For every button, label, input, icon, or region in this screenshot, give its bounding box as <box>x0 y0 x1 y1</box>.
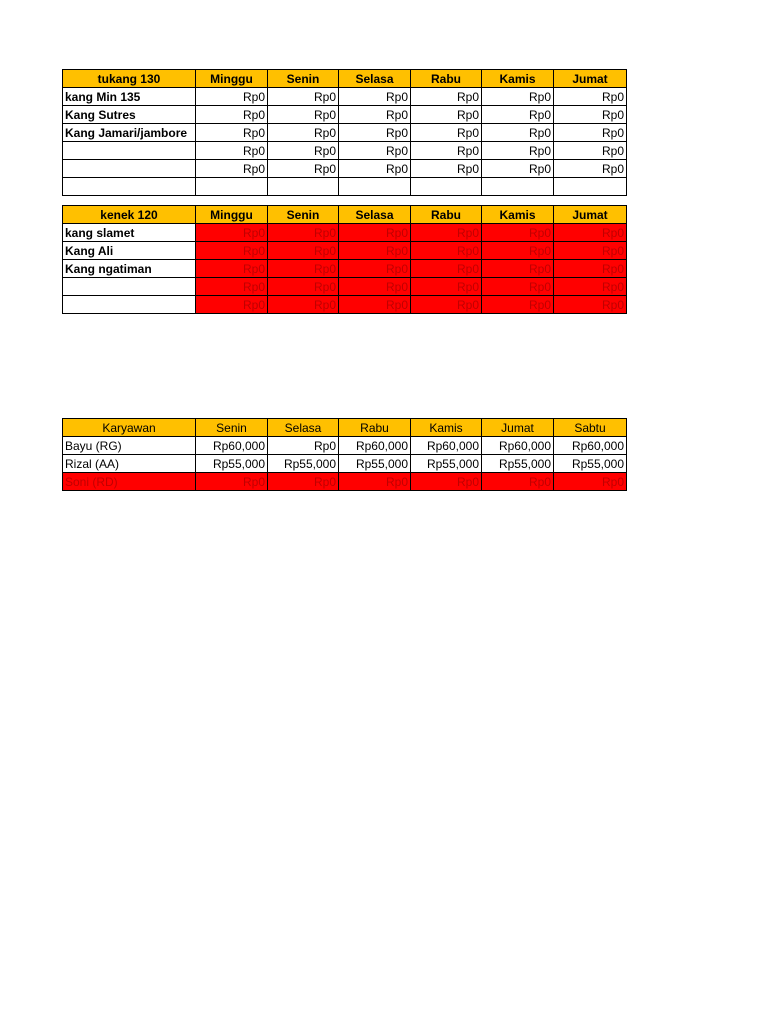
value-cell[interactable]: Rp0 <box>196 142 268 160</box>
value-cell[interactable]: Rp0 <box>411 142 482 160</box>
header-cell[interactable]: Karyawan <box>63 419 196 437</box>
value-cell[interactable]: Rp0 <box>411 224 482 242</box>
value-cell[interactable]: Rp0 <box>196 278 268 296</box>
header-cell[interactable]: Rabu <box>339 419 411 437</box>
karyawan-table <box>62 418 627 491</box>
name-cell[interactable]: Kang Jamari/jambore <box>63 124 196 142</box>
value-cell[interactable]: Rp0 <box>411 296 482 314</box>
value-cell[interactable]: Rp0 <box>339 224 411 242</box>
empty-cell[interactable] <box>554 178 627 196</box>
value-cell[interactable]: Rp0 <box>482 88 554 106</box>
header-cell[interactable]: Jumat <box>554 206 627 224</box>
value-cell[interactable]: Rp0 <box>339 142 411 160</box>
value-cell[interactable]: Rp0 <box>554 142 627 160</box>
value-cell[interactable]: Rp55,000 <box>268 455 339 473</box>
value-cell[interactable]: Rp60,000 <box>482 437 554 455</box>
empty-cell[interactable] <box>411 178 482 196</box>
value-cell[interactable]: Rp0 <box>196 224 268 242</box>
header-cell[interactable]: tukang 130 <box>63 70 196 88</box>
table-row <box>63 437 627 455</box>
name-cell[interactable]: Rizal (AA) <box>63 455 196 473</box>
table-row <box>63 242 627 260</box>
value-cell[interactable]: Rp0 <box>482 106 554 124</box>
table-row <box>63 106 627 124</box>
value-cell[interactable]: Rp0 <box>196 106 268 124</box>
table-row <box>63 124 627 142</box>
header-cell[interactable]: Selasa <box>339 206 411 224</box>
empty-cell[interactable] <box>196 178 268 196</box>
value-cell[interactable]: Rp55,000 <box>411 455 482 473</box>
value-cell[interactable]: Rp0 <box>196 473 268 491</box>
value-cell[interactable]: Rp0 <box>268 437 339 455</box>
empty-cell[interactable] <box>482 178 554 196</box>
value-cell[interactable]: Rp0 <box>339 278 411 296</box>
value-cell[interactable]: Rp0 <box>196 160 268 178</box>
header-cell[interactable]: Senin <box>268 70 339 88</box>
value-cell[interactable]: Rp0 <box>554 88 627 106</box>
value-cell[interactable]: Rp0 <box>411 106 482 124</box>
value-cell[interactable]: Rp60,000 <box>196 437 268 455</box>
value-cell[interactable]: Rp0 <box>339 296 411 314</box>
empty-cell[interactable] <box>268 178 339 196</box>
header-cell[interactable]: Sabtu <box>554 419 627 437</box>
header-cell[interactable]: Jumat <box>554 70 627 88</box>
value-cell[interactable]: Rp0 <box>339 260 411 278</box>
value-cell[interactable]: Rp0 <box>268 260 339 278</box>
value-cell[interactable]: Rp0 <box>196 296 268 314</box>
table-row <box>63 473 627 491</box>
name-cell[interactable]: Kang ngatiman <box>63 260 196 278</box>
header-cell[interactable]: Rabu <box>411 206 482 224</box>
value-cell[interactable]: Rp0 <box>411 124 482 142</box>
value-cell[interactable]: Rp0 <box>554 296 627 314</box>
value-cell[interactable]: Rp0 <box>411 88 482 106</box>
value-cell[interactable]: Rp0 <box>339 106 411 124</box>
header-cell[interactable]: Rabu <box>411 70 482 88</box>
name-cell[interactable]: Bayu (RG) <box>63 437 196 455</box>
value-cell[interactable]: Rp0 <box>482 142 554 160</box>
value-cell[interactable]: Rp55,000 <box>339 455 411 473</box>
value-cell[interactable]: Rp0 <box>554 106 627 124</box>
empty-cell[interactable] <box>339 178 411 196</box>
name-cell[interactable] <box>63 296 196 314</box>
value-cell[interactable]: Rp0 <box>411 278 482 296</box>
name-cell[interactable]: Kang Ali <box>63 242 196 260</box>
header-cell[interactable]: Selasa <box>268 419 339 437</box>
name-cell[interactable] <box>63 142 196 160</box>
value-cell[interactable]: Rp0 <box>411 160 482 178</box>
header-cell[interactable]: Jumat <box>482 419 554 437</box>
value-cell[interactable]: Rp0 <box>268 160 339 178</box>
value-cell[interactable]: Rp0 <box>268 278 339 296</box>
value-cell[interactable]: Rp0 <box>196 242 268 260</box>
value-cell[interactable]: Rp0 <box>554 160 627 178</box>
table-row <box>63 142 627 160</box>
header-cell[interactable]: Kamis <box>482 206 554 224</box>
kenek-header-row <box>63 206 627 224</box>
value-cell[interactable]: Rp0 <box>482 242 554 260</box>
header-cell[interactable]: Selasa <box>339 70 411 88</box>
tukang-header-row <box>63 70 627 88</box>
value-cell[interactable]: Rp0 <box>554 242 627 260</box>
value-cell[interactable]: Rp60,000 <box>339 437 411 455</box>
header-cell[interactable]: kenek 120 <box>63 206 196 224</box>
value-cell[interactable]: Rp0 <box>339 160 411 178</box>
value-cell[interactable]: Rp0 <box>339 88 411 106</box>
kenek-table <box>62 205 627 314</box>
value-cell[interactable]: Rp0 <box>268 242 339 260</box>
value-cell[interactable]: Rp0 <box>482 278 554 296</box>
table-row <box>63 296 627 314</box>
value-cell[interactable]: Rp0 <box>482 124 554 142</box>
value-cell[interactable]: Rp0 <box>268 473 339 491</box>
value-cell[interactable]: Rp0 <box>411 260 482 278</box>
value-cell[interactable]: Rp0 <box>554 124 627 142</box>
header-cell[interactable]: Minggu <box>196 206 268 224</box>
header-cell[interactable]: Minggu <box>196 70 268 88</box>
header-cell[interactable]: Kamis <box>411 419 482 437</box>
empty-row <box>63 178 627 196</box>
name-cell[interactable]: Soni (RD) <box>63 473 196 491</box>
value-cell[interactable]: Rp55,000 <box>482 455 554 473</box>
value-cell[interactable]: Rp0 <box>268 142 339 160</box>
table-row <box>63 160 627 178</box>
table-row <box>63 224 627 242</box>
value-cell[interactable]: Rp55,000 <box>196 455 268 473</box>
table-row <box>63 88 627 106</box>
value-cell[interactable]: Rp0 <box>268 106 339 124</box>
name-cell[interactable]: kang Min 135 <box>63 88 196 106</box>
value-cell[interactable]: Rp0 <box>554 473 627 491</box>
header-cell[interactable]: Senin <box>268 206 339 224</box>
karyawan-header-row <box>63 419 627 437</box>
value-cell[interactable]: Rp0 <box>339 242 411 260</box>
header-cell[interactable]: Kamis <box>482 70 554 88</box>
value-cell[interactable]: Rp0 <box>339 124 411 142</box>
name-cell[interactable]: kang slamet <box>63 224 196 242</box>
name-cell[interactable] <box>63 160 196 178</box>
value-cell[interactable]: Rp0 <box>482 473 554 491</box>
value-cell[interactable]: Rp0 <box>268 88 339 106</box>
table-row <box>63 278 627 296</box>
value-cell[interactable]: Rp0 <box>554 260 627 278</box>
tukang-table <box>62 69 627 196</box>
value-cell[interactable]: Rp0 <box>268 124 339 142</box>
value-cell[interactable]: Rp0 <box>196 88 268 106</box>
name-cell[interactable]: Kang Sutres <box>63 106 196 124</box>
header-cell[interactable]: Senin <box>196 419 268 437</box>
value-cell[interactable]: Rp0 <box>554 278 627 296</box>
value-cell[interactable]: Rp0 <box>554 224 627 242</box>
table-row <box>63 260 627 278</box>
value-cell[interactable]: Rp0 <box>339 473 411 491</box>
value-cell[interactable]: Rp55,000 <box>554 455 627 473</box>
value-cell[interactable]: Rp0 <box>268 224 339 242</box>
value-cell[interactable]: Rp60,000 <box>411 437 482 455</box>
value-cell[interactable]: Rp0 <box>411 242 482 260</box>
name-cell[interactable] <box>63 278 196 296</box>
value-cell[interactable]: Rp0 <box>196 124 268 142</box>
value-cell[interactable]: Rp0 <box>482 224 554 242</box>
value-cell[interactable]: Rp60,000 <box>554 437 627 455</box>
value-cell[interactable]: Rp0 <box>482 296 554 314</box>
value-cell[interactable]: Rp0 <box>196 260 268 278</box>
value-cell[interactable]: Rp0 <box>482 160 554 178</box>
empty-cell[interactable] <box>63 178 196 196</box>
table-row <box>63 455 627 473</box>
value-cell[interactable]: Rp0 <box>268 296 339 314</box>
value-cell[interactable]: Rp0 <box>411 473 482 491</box>
value-cell[interactable]: Rp0 <box>482 260 554 278</box>
